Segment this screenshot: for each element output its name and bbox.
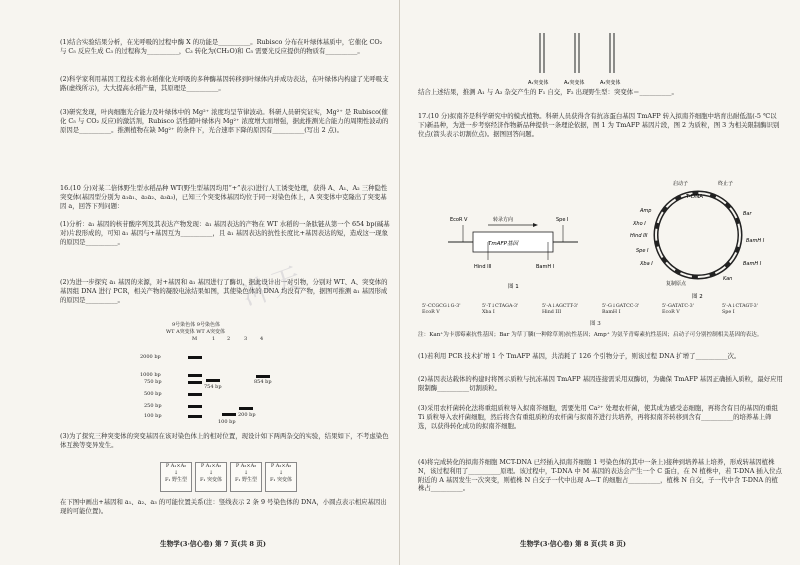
lane-label-1: 1 [212, 336, 216, 342]
cross-1-parents: P A₁×A₂ [165, 463, 187, 469]
question-17-stem: 17.(10 分)拟南芥是科学研究中的模式植物。科研人员获得含有抗冻蛋白基因 TmAFP 转入拟南芥细胞中培育出耐低温(-5 ℃以下)新品种，为进一步考察经济作物新品种提供一条理论依据，图 1 为 TmAFP 基因片段，图 2 为质粒，图 3 为相关限制酶识别位点(箭头表示切割位点)。据图回答问题。 [418, 112, 780, 138]
part-hindiii: Hind III [630, 233, 648, 239]
ladder-band [188, 405, 202, 408]
cross-3-offspring: F₁ 野生型 [234, 477, 258, 483]
cross-3-parents: P A₂×A₃ [235, 463, 257, 469]
site-bamhi: BamH I [536, 264, 555, 270]
question-17-part-4: (4)将完成转化的拟南芥细胞 MCT-DNA 已经插入拟南芥细胞 1 号染色体的其中一条上)接种到培养基上培养，形成转基因植株 N，该过程利用了__________原理。该过程中，T-DNA 中 M 基因的表达会产生一个 C 蛋白，在 N 植株中，若 T-DNA 插入位点附近的 A 基因发生一次突变，则植株 N 自交子一代中出现 A—T 的细胞占__________，植株 N 自交，子一代中含 T-DNA 的植株占__________。 [418, 458, 782, 493]
question-17-part-1: (1)若利用 PCR 技术扩增 1 个 TmAFP 基因，共消耗了 126 个引物分子，则该过程 DNA 扩增了__________次。 [418, 352, 741, 360]
enzyme-6: 5'-A↓CTAGT-3' Spe I [722, 304, 758, 315]
figure-1-label: 图 1 [508, 284, 519, 290]
band-label-854: 854 bp [254, 379, 272, 385]
label-a1: A₁突变体 [528, 80, 549, 86]
band-label-100: 100 bp [218, 419, 236, 425]
band-label-200: 200 bp [238, 412, 256, 418]
gel-header: 9号染色体 9号染色体 [172, 322, 220, 328]
figure-2-plasmid [630, 180, 765, 300]
figure-1-gene-fragment [448, 216, 578, 290]
part-bamhi-2: BamH I [743, 261, 762, 267]
cross-box-3: P A₂×A₃ ↓ F₁ 野生型 [230, 462, 262, 492]
tdna-label: T-DNA [686, 194, 703, 200]
page-footer-8: 生物学(3·信心卷) 第 8 页(共 8 页) [520, 540, 626, 548]
question-16-conclusion: 结合上述结果，推测 A₁ 与 A₃ 杂交产生的 F₁ 自交，F₂ 出现野生型：突变体＝__________。 [418, 88, 678, 96]
page-footer-7: 生物学(3·信心卷) 第 7 页(共 8 页) [160, 540, 266, 548]
ladder-band [188, 381, 202, 384]
part-bamhi-1: BamH I [746, 238, 765, 244]
lane-label-m: M [192, 336, 198, 342]
question-17-part-2: (2)基因表达载体的构建时将图示质粒与抗冻基因 TmAFP 基因连接需采用双酶切，为确保 TmAFP 基因正确插入质粒，最好应用限制酶__________切割质粒。 [418, 375, 783, 392]
part-xbai: Xba I [640, 261, 653, 267]
part-amp: Amp [640, 208, 652, 214]
watermark: 冲天 [237, 260, 306, 315]
part-origin: 复制原点 [666, 281, 687, 287]
cross-4-offspring: F₁ 突变体 [269, 477, 293, 483]
label-a2: A₂突变体 [564, 80, 585, 86]
band-label-754: 754 bp [204, 384, 222, 390]
sample-band [239, 407, 253, 410]
question-15-part-1: (1)结合实验结果分析，在光呼吸的过程中酶 X 的功能是__________。Rubisco 分布在叶绿体基质中，它催化 CO₂ 与 C₅ 反应生成 C₃ 的过程称为__________，C₃ 转化为(CH₂O)和 C₅ 需要光反应提供的物质有__________。 [60, 38, 385, 55]
question-16-part-2: (2)为进一步探究 a₁ 基因的来源，对+基因和 a₁ 基因进行了酶切，据此设计出一对引物，分别对 WT、A、突变体的基因组 DNA 进行 PCR，相关产物的凝胶电泳结果如图，其使染色体的 DNA 均没有产物，据图可推测 a₁ 基因形成的原因是__________。 [60, 278, 388, 304]
enzyme-5: 5'-GATATC-3' EcoR V [662, 304, 695, 315]
marker-2000: 2000 bp [140, 354, 161, 360]
figure-2-label: 图 2 [692, 294, 703, 300]
figure-note: 注：Kan⁺为卡那霉素抗性基因；Bar 为草丁膦(一种除草剂)抗性基因；Amp⁺ 为氨苄青霉素抗性基因；启动子可分别控制相关基因的表达。 [418, 332, 763, 338]
lane-label-2: 2 [227, 336, 231, 342]
sample-band [206, 379, 220, 382]
label-a3: A₃突变体 [600, 80, 621, 86]
question-16-stem: 16.(10 分)对某二倍体野生型水稻品种 WT(野生型基因均用“+”表示)进行人工诱变处理，获得 A、A₁、A₂ 三种隐性突变体(基因型分别为 a₁a₁、a₂a₂、a₃a₃)，已知三个突变体基因均位于同一对染色体上，A 突变体中克隆出了突变基因 a，回答下列问题： [60, 184, 388, 210]
part-promoter: 启动子 [673, 181, 689, 187]
part-xhoi: Xho I [633, 221, 646, 227]
question-16-part-3: (3)为了探究三种突变体的突变基因在该对染色体上的相对位置，现设计如下两两杂交的实验，结果如下，不考虑染色体互换等变异发生。 [60, 432, 389, 449]
site-spei: Spe I [556, 217, 569, 223]
question-16-part-4: 在下图中画出+基因和 a₁、a₂、a₃ 的可能位置关系(注：竖线表示 2 条 9 号染色体的 DNA，小圆点表示相应基因出现的可能位置)。 [60, 498, 387, 515]
sample-band [256, 375, 270, 378]
cross-box-2: P A₁×A₃ ↓ F₁ 突变体 [195, 462, 227, 492]
chromosome-lines-figure [520, 28, 640, 88]
gel-subheader: WT A突变体 WT A突变体 [166, 329, 225, 335]
ladder-band [188, 356, 202, 359]
part-terminator: 终止子 [718, 181, 734, 187]
gel-electrophoresis-figure [140, 322, 272, 430]
sample-band [222, 413, 236, 416]
site-hindiii: Hind III [474, 264, 492, 270]
marker-250: 250 bp [144, 403, 162, 409]
figure-3-label: 图 3 [590, 321, 601, 327]
ladder-band [188, 374, 202, 377]
question-15-part-3: (3)研究发现，叶肉细胞光合能力及叶绿体中的 Mg²⁺ 浓度均呈节律波动。科研人员研究证实，Mg²⁺ 是 Rubisco(催化 C₅ 与 CO₂ 反应)的激活剂，Rubisco 活性随叶绿体内 Mg²⁺ 浓度增大而增强，据此推测光合能力的周期性波动的原因是__________。推测植物在缺 Mg²⁺ 的条件下，光合速率下降的原因有__________(写出 2 点)。 [60, 108, 389, 134]
question-17-part-3: (3)采用农杆菌转化法将重组质粒导入拟南芥细胞，需要先用 Ca²⁺ 处理农杆菌，使其成为感受态细胞，再将含有目的基因的重组 Ti 质粒导入农杆菌细胞，然后将含有重组质粒的农杆菌与拟南芥进行共培养，再将拟南芥转移到含有__________的培养基上筛选，以获得转化成功的拟南芥细胞。 [418, 404, 781, 430]
question-16-part-1: (1)分析：a₁ 基因的核苷酸序列及其表达产物发现：a₁ 基因表达的产物在 WT 水稻的一条肽链从第一个 654 bp(碱基对)片段形成的，可知 a₁ 基因与+基因互为__________，且 a₁ 基因表达的抗性长度比+基因表达的短，造成这一现象的原因是__________。 [60, 220, 390, 246]
cross-box-4: P A₂×A₃ ↓ F₁ 突变体 [265, 462, 297, 492]
part-kan: Kan [723, 276, 733, 282]
marker-100: 100 bp [144, 413, 162, 419]
marker-500: 500 bp [144, 391, 162, 397]
cross-4-parents: P A₂×A₃ [270, 463, 292, 469]
enzyme-2: 5'-T↓CTAGA-3' Xba I [482, 304, 519, 315]
cross-2-parents: P A₁×A₃ [200, 463, 222, 469]
cross-box-1: P A₁×A₂ ↓ F₁ 野生型 [160, 462, 192, 492]
ladder-band [188, 393, 202, 396]
direction-label: 转录方向 [493, 217, 514, 223]
part-bar: Bar [743, 211, 752, 217]
gene-label: TmAFP基因 [488, 241, 518, 247]
cross-1-offspring: F₁ 野生型 [164, 477, 188, 483]
enzyme-1: 5'-CCGCG↓G-3' EcoR V [422, 304, 461, 315]
marker-1000: 1000 bp [140, 372, 161, 378]
figure-3-restriction-sites [422, 304, 782, 326]
enzyme-4: 5'-G↓GATCC-3' BamH I [602, 304, 640, 315]
page-8 [400, 0, 800, 565]
lane-label-4: 4 [260, 336, 264, 342]
figures-1-2 [418, 180, 788, 310]
marker-750: 750 bp [144, 379, 162, 385]
part-spei: Spe I [636, 248, 649, 254]
question-15-part-2: (2)科学家利用基因工程技术将水稻催化光呼吸的多种酶基因转移到叶绿体内并成功表达，在叶绿体内构建了光呼吸支路(虚线所示)，大大提高水稻产量，其原理是__________。 [60, 75, 389, 92]
cross-2-offspring: F₁ 突变体 [199, 477, 223, 483]
enzyme-3: 5'-A↓AGCTT-3' Hind III [542, 304, 579, 315]
ladder-band [188, 415, 202, 418]
lane-label-3: 3 [244, 336, 248, 342]
site-ecorv: EcoR V [450, 217, 468, 223]
